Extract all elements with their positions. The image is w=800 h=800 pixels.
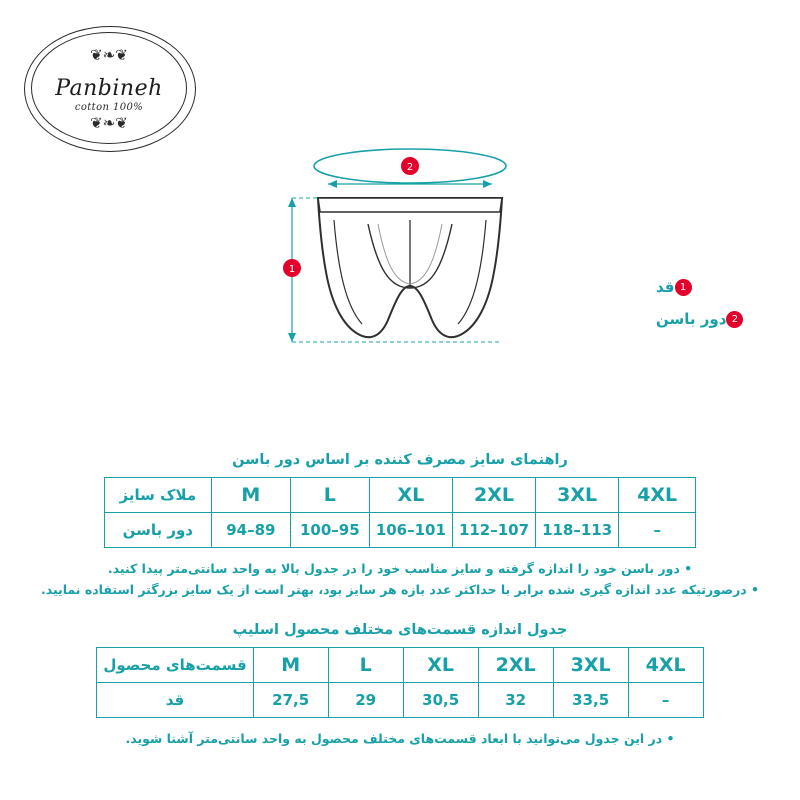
cell-length-l: 29: [328, 683, 403, 718]
product-diagram: [250, 120, 570, 370]
hip-note-1: • دور باسن خود را اندازه گرفته و سایز مناسب خود را در جدول بالا به واحد سانتی‌متر پیدا کنید.: [107, 561, 693, 576]
hip-note-2: • درصورتیکه عدد اندازه گیری شده برابر با حداکثر عدد بازه هر سایز بود، بهتر است از یک سایز بزرگتر استفاده نمایید.: [40, 582, 760, 598]
cell-hip-xl: 101–106: [369, 513, 452, 548]
cell-header-xl: XL: [403, 648, 478, 683]
legend-label-hip: دور باسن: [656, 310, 727, 328]
cell-hip-l: 95–100: [290, 513, 369, 548]
hip-size-section: [0, 452, 800, 601]
cell-length-xl: 30,5: [403, 683, 478, 718]
table-row: [97, 683, 703, 718]
product-size-notes: [0, 728, 800, 749]
cell-header-4xl: 4XL: [628, 648, 703, 683]
cell-header-3xl: 3XL: [536, 478, 619, 513]
briefs-illustration-icon: [250, 120, 570, 370]
table-row: [104, 478, 695, 513]
product-size-section: [0, 622, 800, 749]
cell-length-label: قد: [97, 683, 253, 718]
logo-tagline: 100% cotton: [74, 102, 144, 113]
cell-hip-m: 89–94: [211, 513, 290, 548]
svg-text:1: 1: [288, 264, 296, 275]
legend-label-length: قد: [656, 278, 675, 296]
legend-item-hip: [656, 310, 776, 328]
cell-header-l: L: [290, 478, 369, 513]
cell-hip-4xl: –: [619, 513, 696, 548]
table-row: [104, 513, 695, 548]
cell-length-2xl: 32: [478, 683, 553, 718]
cell-hip-criteria: دور باسن: [104, 513, 211, 548]
legend-badge-2-icon: 2: [726, 311, 743, 328]
cell-hip-2xl: 107–112: [452, 513, 535, 548]
cell-header-product-parts: قسمت‌های محصول: [97, 648, 253, 683]
product-size-title: جدول اندازه قسمت‌های مختلف محصول اسلیپ: [232, 622, 568, 638]
cell-header-xl: XL: [369, 478, 452, 513]
cell-header-2xl: 2XL: [452, 478, 535, 513]
logo-brand-name: Panbineh: [55, 76, 163, 101]
cell-length-4xl: –: [628, 683, 703, 718]
svg-text:2: 2: [406, 162, 414, 173]
hip-size-title: راهنمای سایز مصرف کننده بر اساس دور باسن: [232, 452, 568, 468]
legend-item-length: [656, 278, 776, 296]
cell-header-m: M: [253, 648, 328, 683]
table-row: [97, 648, 703, 683]
cell-length-m: 27,5: [253, 683, 328, 718]
product-size-table: [96, 647, 703, 718]
legend-badge-1-icon: 1: [675, 279, 692, 296]
logo-ornament-bottom-icon: ❦❧❦: [90, 114, 128, 132]
hip-size-notes: [0, 558, 800, 601]
legend: [656, 278, 776, 342]
cell-header-2xl: 2XL: [478, 648, 553, 683]
cell-length-3xl: 33,5: [553, 683, 628, 718]
cell-header-3xl: 3XL: [553, 648, 628, 683]
logo-ornament-top-icon: ❦❧❦: [90, 46, 128, 64]
cell-hip-3xl: 113–118: [536, 513, 619, 548]
product-note-1: • در این جدول می‌توانید با ابعاد قسمت‌های مختلف محصول به واحد سانتی‌متر آشنا شوید.: [125, 731, 675, 746]
cell-header-m: M: [211, 478, 290, 513]
brand-logo: [24, 26, 194, 150]
hip-size-table: [104, 477, 696, 548]
cell-header-criteria: ملاک سایز: [104, 478, 211, 513]
cell-header-4xl: 4XL: [619, 478, 696, 513]
cell-header-l: L: [328, 648, 403, 683]
